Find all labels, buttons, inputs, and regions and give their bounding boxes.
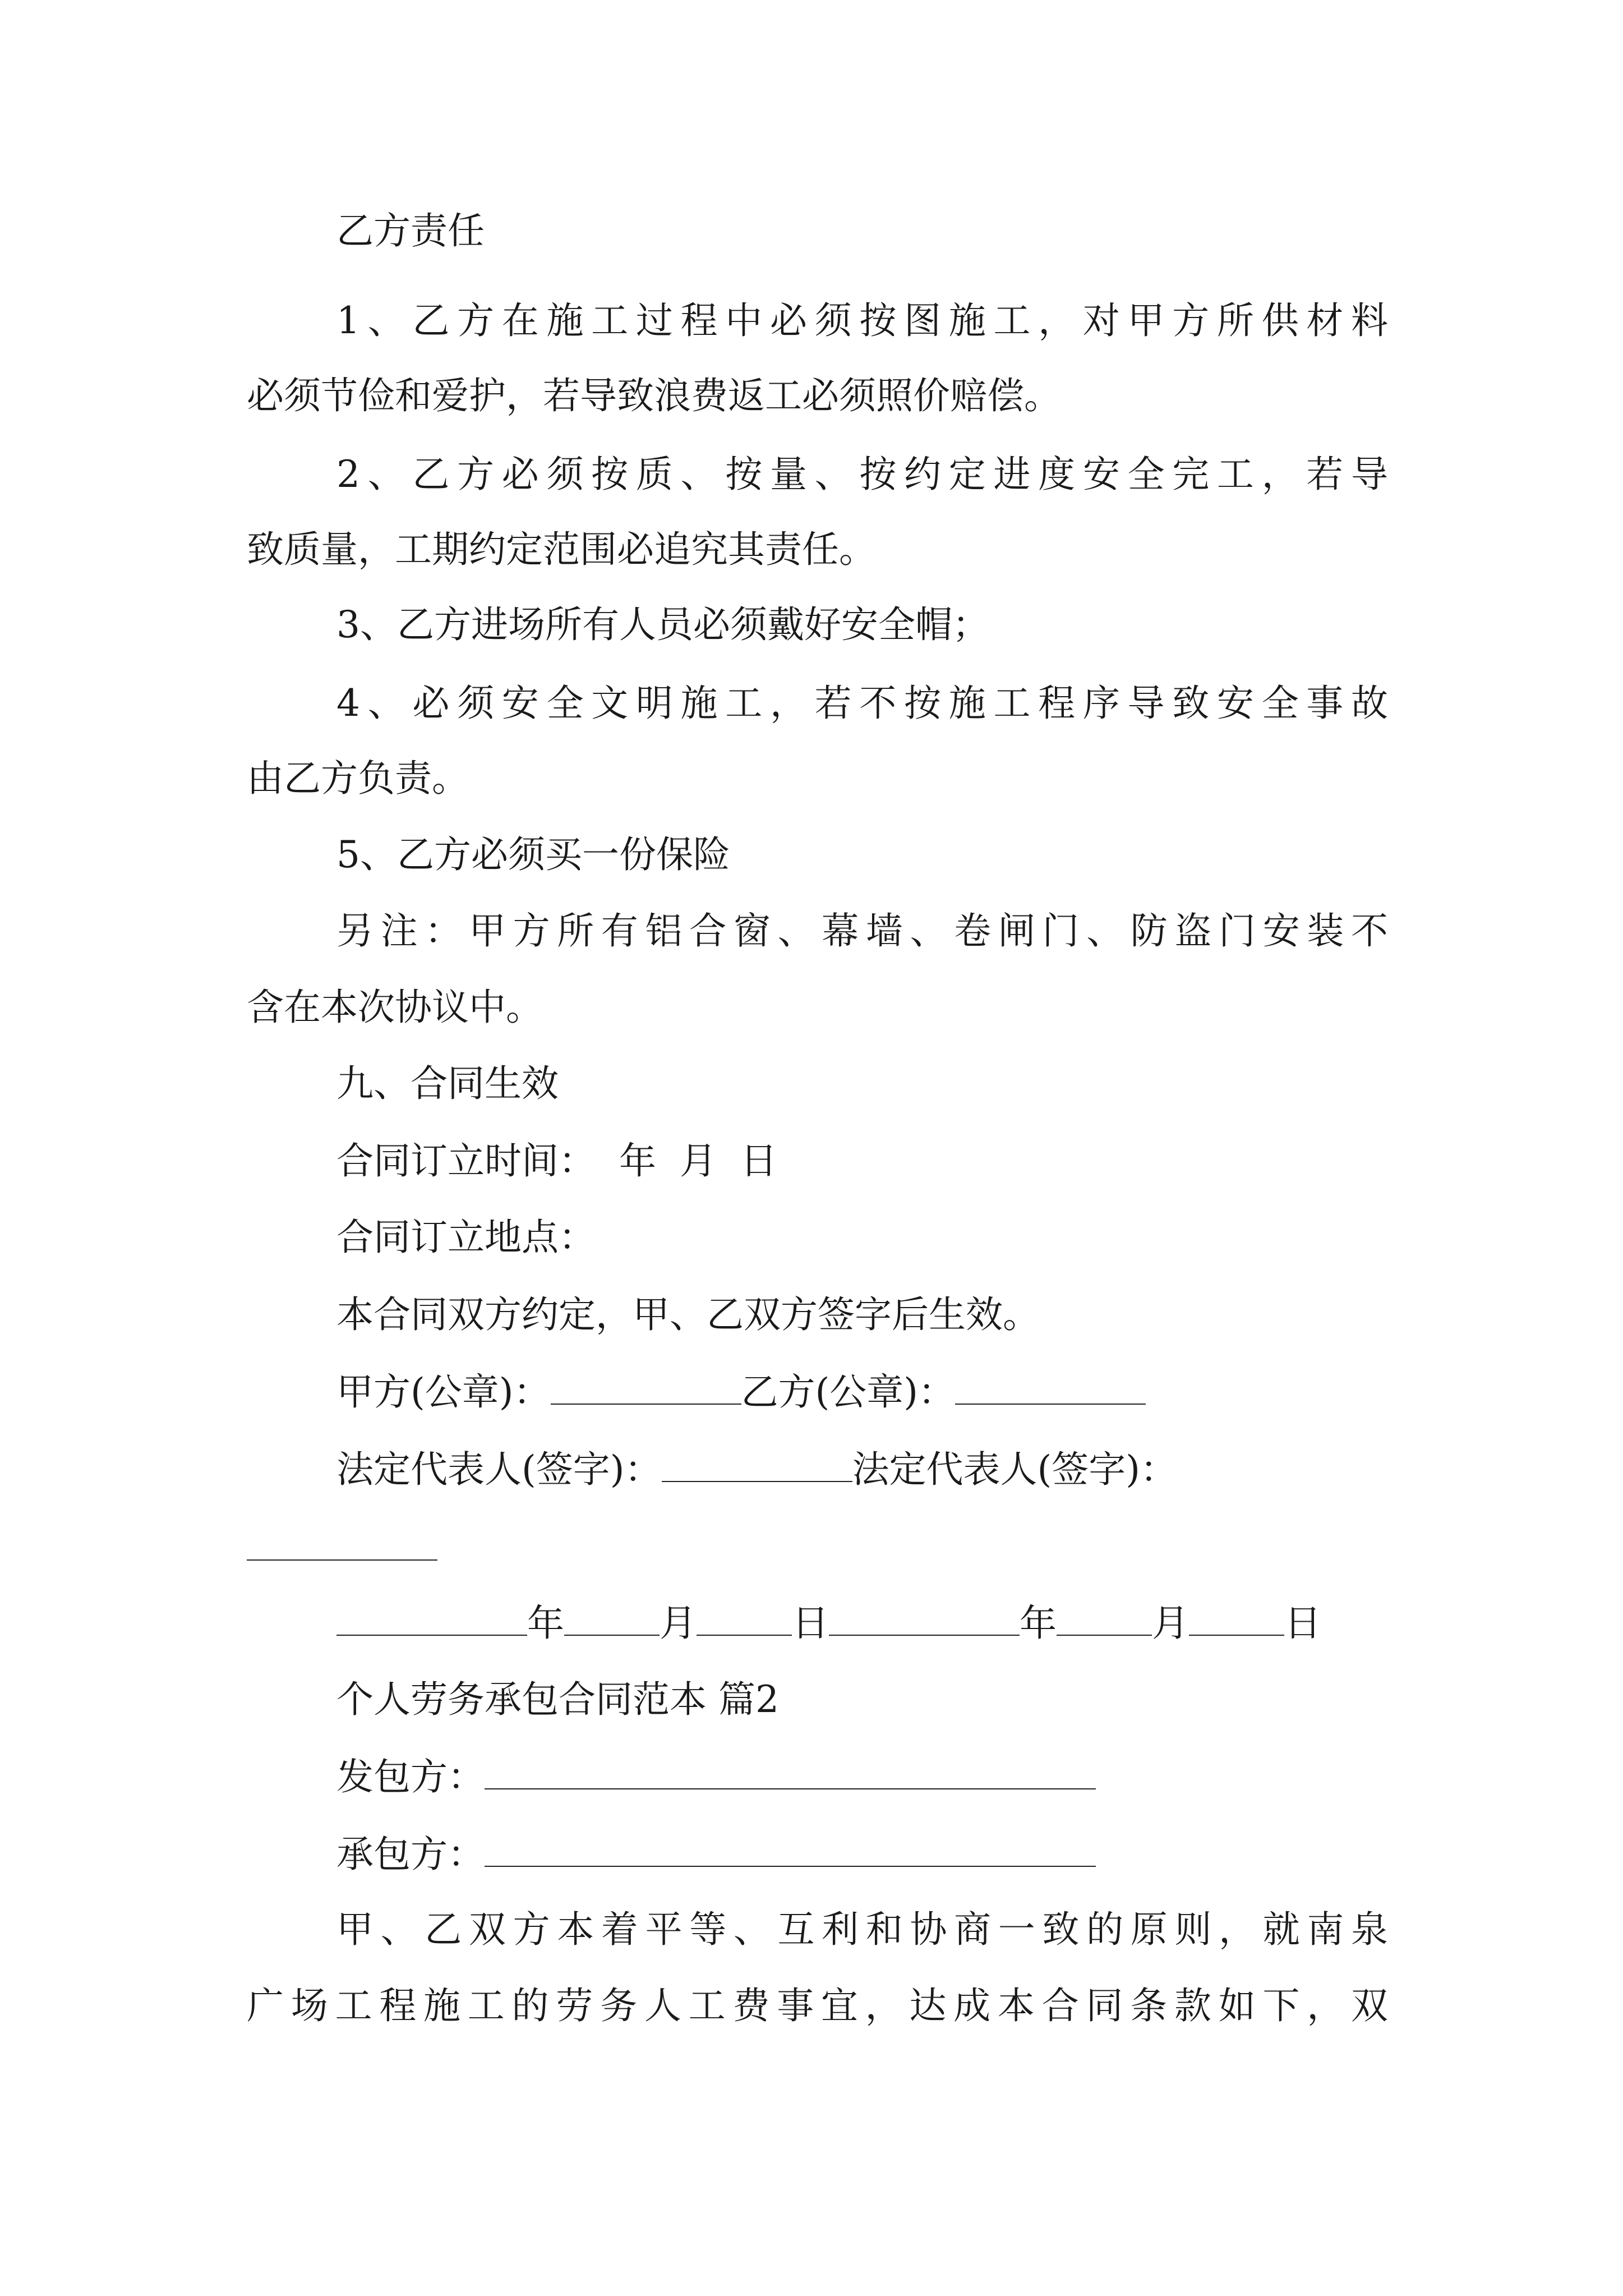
contractor-blank: [485, 1831, 1096, 1867]
rep-a-label: 法定代表人(签字)：: [336, 1448, 662, 1491]
month-a-blank: [564, 1600, 660, 1636]
month-b-label: 月: [1152, 1602, 1189, 1645]
rep-a-blank: [662, 1446, 852, 1482]
party-b-seal-blank: [955, 1369, 1146, 1405]
note-line-1: 另注：甲方所有铝合窗、幕墙、卷闸门、防盗门安装不: [336, 909, 1388, 953]
part-2-title: 个人劳务承包合同范本 篇2: [336, 1678, 779, 1721]
day-a-label: 日: [792, 1602, 829, 1645]
sign-time: 合同订立时间： 年 月 日: [336, 1139, 777, 1182]
item-3: 3、乙方进场所有人员必须戴好安全帽；: [336, 603, 989, 646]
employer-label: 发包方：: [336, 1755, 485, 1798]
item-2-line-1: 2、乙方必须按质、按量、按约定进度安全完工，若导: [336, 453, 1388, 496]
item-2-line-2: 致质量，工期约定范围必追究其责任。: [247, 528, 876, 571]
party-a-seal-label: 甲方(公章)：: [336, 1370, 551, 1414]
employer-row: [336, 1754, 1096, 1800]
year-b-blank: [829, 1600, 1020, 1636]
intro-line-2: 广场工程施工的劳务人工费事宜，达成本合同条款如下，双: [247, 1984, 1388, 2027]
item-1-line-1: 1、乙方在施工过程中必须按图施工，对甲方所供材料: [336, 299, 1388, 342]
employer-blank: [485, 1754, 1096, 1789]
effect-clause: 本合同双方约定，甲、乙双方签字后生效。: [336, 1293, 1040, 1336]
intro-line-1: 甲、乙双方本着平等、互利和协商一致的原则，就南泉: [336, 1908, 1388, 1951]
party-seal-row: [336, 1369, 1146, 1415]
month-a-label: 月: [660, 1602, 697, 1645]
section-9-heading: 九、合同生效: [336, 1062, 559, 1105]
rep-b-blank: [247, 1559, 437, 1561]
year-b-label: 年: [1020, 1602, 1057, 1645]
date-row: [336, 1600, 1321, 1646]
year-a-label: 年: [527, 1602, 564, 1645]
rep-b-label: 法定代表人(签字)：: [852, 1448, 1177, 1491]
item-4-line-1: 4、必须安全文明施工，若不按施工程序导致安全事故: [336, 682, 1388, 725]
month-b-blank: [1057, 1600, 1152, 1636]
day-b-blank: [1189, 1600, 1284, 1636]
item-4-line-2: 由乙方负责。: [247, 757, 469, 800]
item-1-line-2: 必须节俭和爱护，若导致浪费返工必须照价赔偿。: [247, 374, 1061, 417]
year-a-blank: [336, 1600, 527, 1636]
legal-rep-row: [336, 1446, 1177, 1492]
heading-yifang-responsibility: 乙方责任: [336, 209, 485, 252]
party-a-seal-blank: [551, 1369, 741, 1405]
contractor-label: 承包方：: [336, 1833, 485, 1876]
contractor-row: [336, 1831, 1096, 1877]
party-b-seal-label: 乙方(公章)：: [741, 1370, 955, 1414]
day-b-label: 日: [1284, 1602, 1321, 1645]
note-line-2: 含在本次协议中。: [247, 986, 543, 1029]
sign-place: 合同订立地点：: [336, 1216, 596, 1259]
item-5: 5、乙方必须买一份保险: [336, 833, 730, 876]
day-a-blank: [697, 1600, 792, 1636]
